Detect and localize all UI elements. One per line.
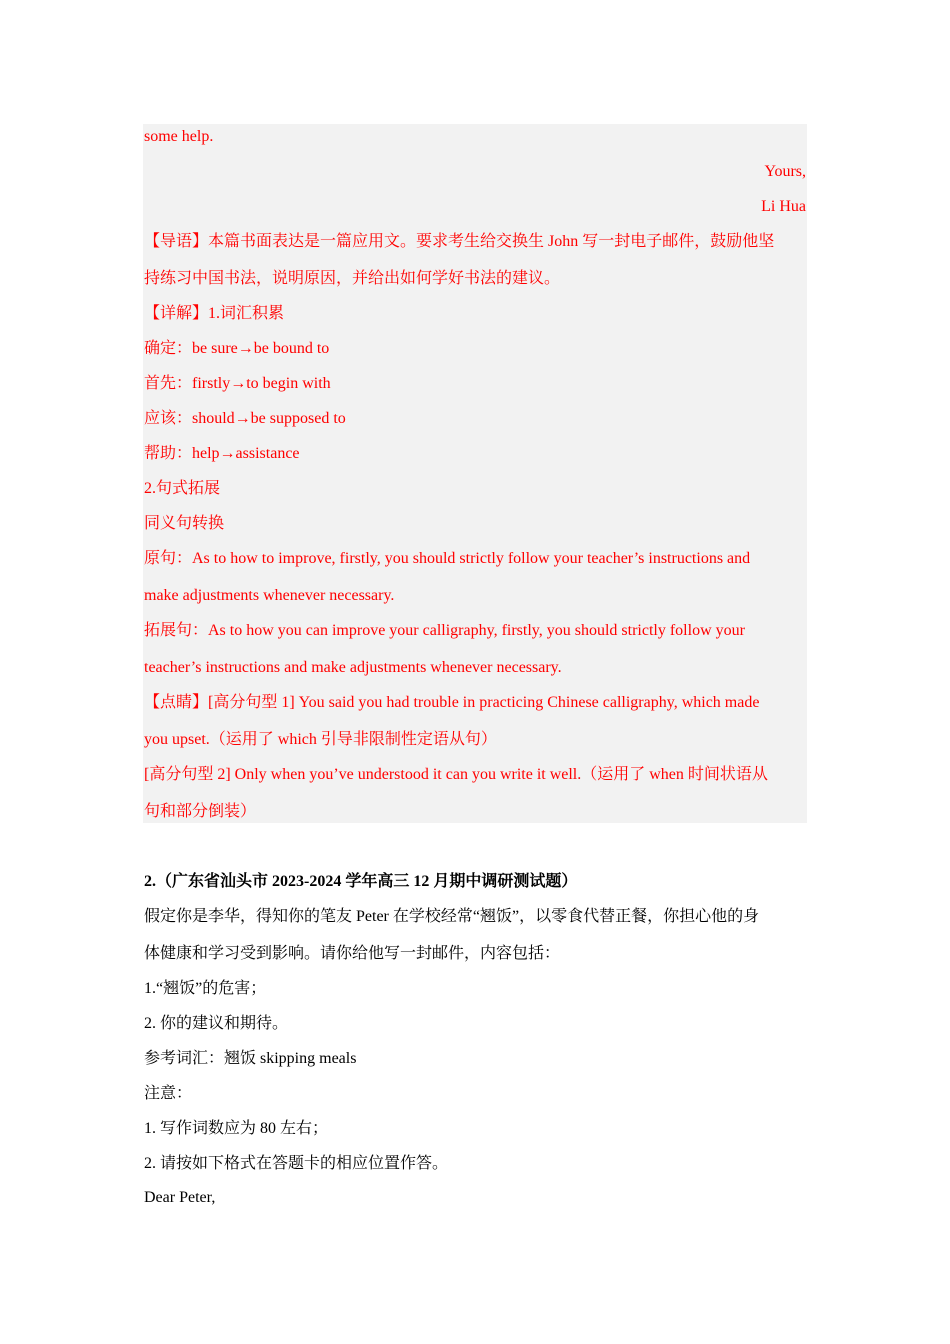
notes-heading: 注意： — [144, 1085, 193, 1102]
highlight-1-line-2: you upset.（运用了 which 引导非限制性定语从句） — [144, 731, 497, 748]
vocab-item: 首先：firstly→to begin with — [144, 375, 331, 392]
highlight-2-line-2: 句和部分倒装） — [144, 803, 257, 820]
detail-heading: 【详解】1.词汇积累 — [144, 305, 285, 322]
highlight-1-line-1: 【点睛】[高分句型 1] You said you had trouble in practicing Chinese calligraphy, which made — [144, 694, 760, 711]
vocab-item: 帮助：help→assistance — [144, 445, 300, 462]
note-item: 1. 写作词数应为 80 左右； — [144, 1120, 329, 1137]
signature: Li Hua — [761, 198, 806, 215]
sign-off: Yours, — [764, 163, 806, 180]
highlight-2-line-1: [高分句型 2] Only when you’ve understood it can you write it well.（运用了 when 时间状语从 — [144, 766, 768, 783]
prompt-line-1: 假定你是李华，得知你的笔友 Peter 在学校经常“翘饭”，以零食代替正餐，你担心他的身 — [144, 908, 760, 925]
prompt-line-2: 体健康和学习受到影响。请你给他写一封邮件，内容包括： — [144, 945, 561, 962]
original-sentence-line-1: 原句：As to how to improve, firstly, you should strictly follow your teacher’s instructions and — [144, 550, 751, 567]
answer-shaded-block — [143, 124, 807, 823]
intro-line-1: 【导语】本篇书面表达是一篇应用文。要求考生给交换生 John 写一封电子邮件，鼓励他坚 — [144, 233, 775, 250]
closing-text: some help. — [144, 128, 214, 145]
content-point: 2. 你的建议和期待。 — [144, 1015, 289, 1032]
expanded-sentence-line-1: 拓展句：As to how you can improve your calligraphy, firstly, you should strictly follow your — [144, 622, 745, 639]
note-item: 2. 请按如下格式在答题卡的相应位置作答。 — [144, 1155, 449, 1172]
intro-line-2: 持练习中国书法，说明原因，并给出如何学好书法的建议。 — [144, 270, 561, 287]
vocab-item: 应该：should→be supposed to — [144, 410, 346, 427]
salutation: Dear Peter, — [144, 1189, 216, 1206]
pattern-heading: 2.句式拓展 — [144, 480, 221, 497]
vocab-item: 确定：be sure→be bound to — [144, 340, 330, 357]
synonym-heading: 同义句转换 — [144, 515, 225, 532]
content-point: 1.“翘饭”的危害； — [144, 980, 267, 997]
original-sentence-line-2: make adjustments whenever necessary. — [144, 587, 395, 604]
reference-vocab: 参考词汇：翘饭 skipping meals — [144, 1050, 357, 1067]
expanded-sentence-line-2: teacher’s instructions and make adjustments whenever necessary. — [144, 659, 562, 676]
question-2-title: 2.（广东省汕头市 2023-2024 学年高三 12 月期中调研测试题） — [144, 873, 578, 890]
